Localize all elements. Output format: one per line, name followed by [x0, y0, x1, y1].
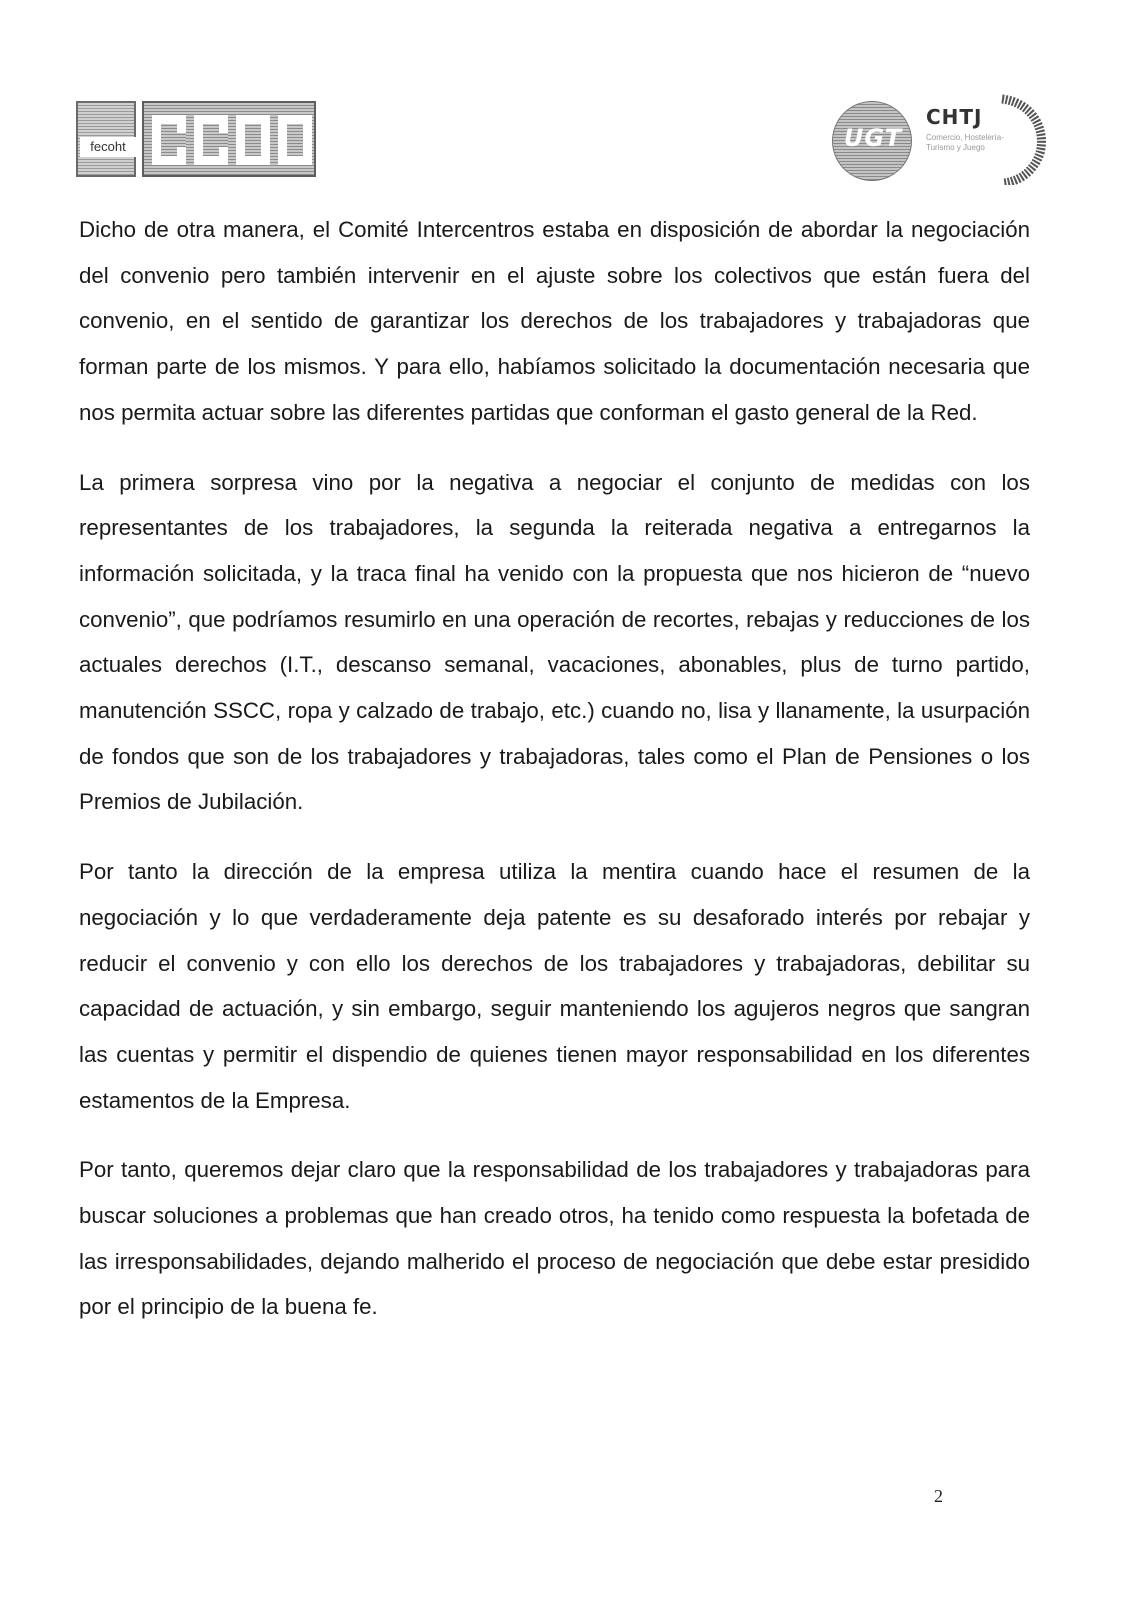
ugt-logo-text: UGT — [843, 124, 903, 152]
ccoo-logo-box — [142, 101, 316, 177]
fecoht-logo-text: fecoht — [80, 137, 136, 157]
ugt-logo-circle — [832, 101, 912, 181]
paragraph-1: Dicho de otra manera, el Comité Intercentros estaba en disposición de abordar la negociación del convenio pero también intervenir en el ajuste sobre los colectivos que están fuera del convenio, en el sentido de garantizar los derechos de los trabajadores y trabajadoras que forman parte de los mismos. Y para ello, habíamos solicitado la documentación necesaria que nos permita actuar sobre las diferentes partidas que conforman el gasto general de la Red. — [79, 217, 1030, 425]
chtj-arc-icon — [982, 93, 1052, 185]
document-body — [79, 207, 1030, 1330]
ccoo-fecoht-logo — [76, 101, 316, 177]
ccoo-letter-c2 — [194, 115, 228, 165]
page-number: 2 — [934, 1486, 943, 1506]
chtj-logo-title: CHTJ — [926, 105, 983, 129]
ccoo-letter-c1 — [152, 115, 186, 165]
paragraph-3: Por tanto la dirección de la empresa utiliza la mentira cuando hace el resumen de la negociación y lo que verdaderamente deja patente es su desaforado interés por rebajar y reducir el convenio y con ello los derechos de los trabajadores y trabajadoras, debilitar su capacidad de actuación, y sin embargo, seguir manteniendo los agujeros negros que sangran las cuentas y permitir el dispendio de quienes tienen mayor responsabilidad en los diferentes estamentos de la Empresa. — [79, 859, 1030, 1113]
ugt-chtj-logo — [832, 93, 1046, 189]
paragraph-2: La primera sorpresa vino por la negativa a negociar el conjunto de medidas con los representantes de los trabajadores, la segunda la reiterada negativa a entregarnos la información solicitada, y la traca final ha venido con la propuesta que nos hicieron de “nuevo convenio”, que podríamos resumirlo en una operación de recortes, rebajas y reducciones de los actuales derechos (I.T., descanso semanal, vacaciones, abonables, plus de turno partido, manutención SSCC, ropa y calzado de trabajo, etc.) cuando no, lisa y llanamente, la usurpación de fondos que son de los trabajadores y trabajadoras, tales como el Plan de Pensiones o los Premios de Jubilación. — [79, 469, 1030, 815]
paragraph-4: Por tanto, queremos dejar claro que la responsabilidad de los trabajadores y trabajadoras para buscar soluciones a problemas que han creado otros, ha tenido como respuesta la bofetada de las irresponsabilidades, dejando malherido el proceso de negociación que debe estar presidido por el principio de la buena fe. — [79, 1157, 1030, 1320]
fecoht-logo-box — [76, 101, 136, 177]
ccoo-letter-o2 — [278, 115, 312, 165]
chtj-logo-subtitle: Comercio, Hostelería-Turismo y Juego — [926, 133, 1004, 152]
ccoo-letter-o1 — [236, 115, 270, 165]
